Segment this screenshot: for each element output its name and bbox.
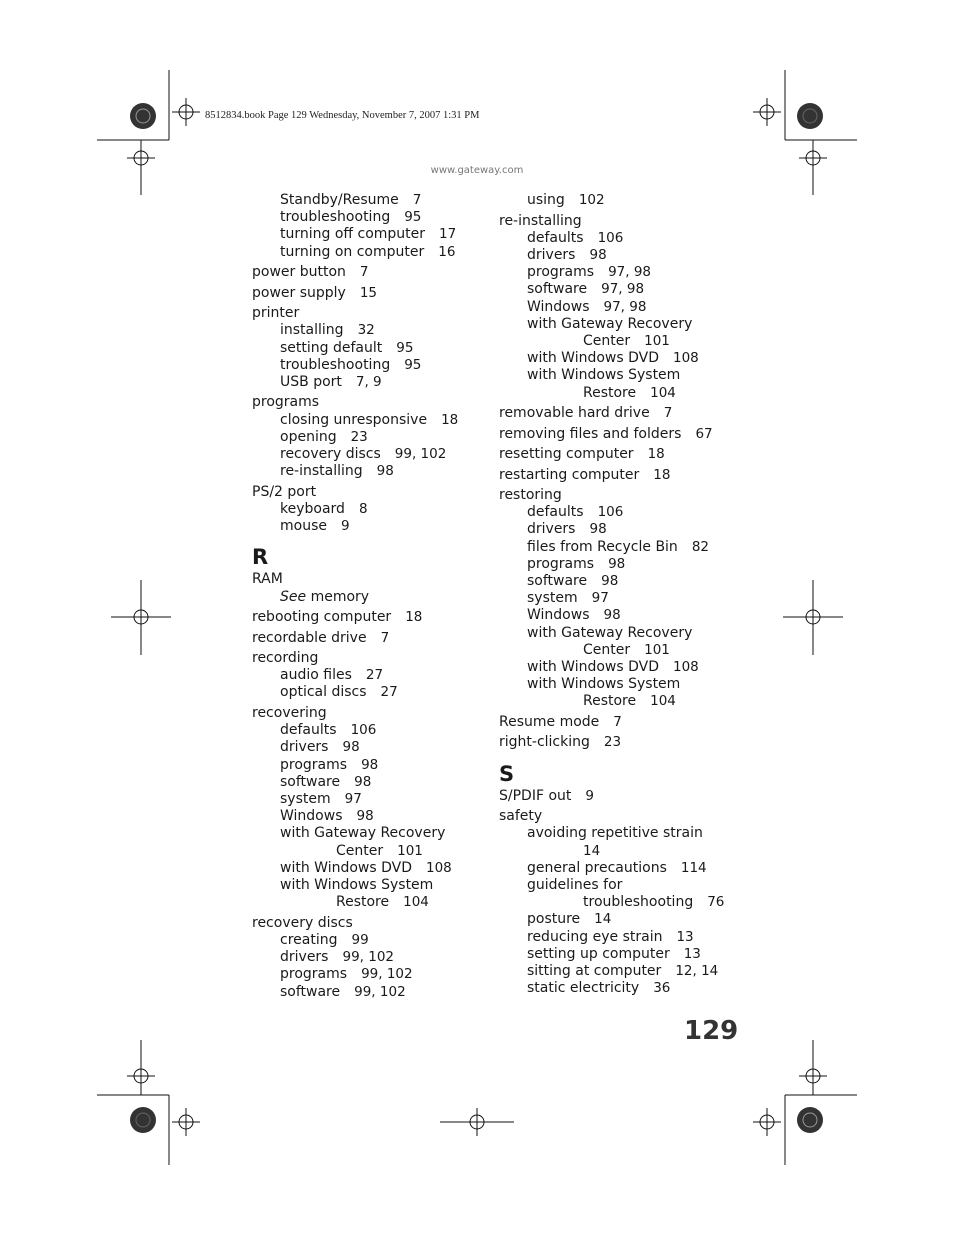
entry-page-numbers: 108: [426, 859, 452, 876]
entry-page-numbers: 106: [350, 722, 377, 739]
entry-page-numbers: 23: [603, 734, 622, 751]
index-entry: [252, 305, 492, 322]
index-subentry: [499, 590, 739, 607]
index-subentry: [252, 589, 492, 606]
entry-term: programs: [252, 394, 320, 411]
entry-term: keyboard: [280, 500, 345, 517]
entry-term: drivers: [527, 246, 576, 263]
entry-term: Restore: [583, 384, 637, 401]
index-subentry: [499, 659, 739, 676]
index-entry: [252, 571, 492, 588]
entry-term: Windows: [527, 607, 590, 624]
index-subentry: [252, 966, 492, 983]
entry-page-numbers: 7, 9: [355, 373, 382, 390]
entry-term: removing files and folders: [499, 425, 682, 442]
entry-term: avoiding repetitive strain: [527, 825, 703, 842]
entry-term: system: [527, 590, 578, 607]
entry-page-numbers: 108: [673, 350, 699, 367]
entry-term: troubleshooting: [280, 209, 391, 226]
entry-term: general precautions: [527, 859, 667, 876]
entry-term: with Gateway Recovery: [527, 315, 693, 332]
entry-page-numbers: 67: [695, 425, 713, 442]
index-subentry: [499, 192, 739, 209]
entry-term: Center: [583, 641, 631, 658]
entry-term: defaults: [527, 504, 584, 521]
entry-page-numbers: 9: [585, 787, 594, 804]
index-subentry: [252, 739, 492, 756]
index-subentry: [499, 911, 739, 928]
index-subentry: [252, 843, 492, 860]
entry-term: software: [527, 281, 588, 298]
index-entry: [499, 467, 739, 484]
entry-page-numbers: 97, 98: [603, 298, 647, 315]
entry-term: with Windows DVD: [280, 859, 412, 876]
entry-page-numbers: 13: [676, 928, 694, 945]
entry-page-numbers: 98: [342, 739, 360, 756]
index-entry: [499, 714, 739, 731]
entry-term: using: [527, 192, 565, 208]
index-subentry: [499, 230, 739, 247]
entry-term: with Gateway Recovery: [280, 825, 446, 842]
entry-term: with Gateway Recovery: [527, 624, 693, 641]
entry-term: drivers: [280, 739, 329, 756]
entry-page-numbers: 98: [603, 607, 621, 624]
index-entry: [499, 808, 739, 825]
entry-page-numbers: 98: [601, 573, 619, 590]
entry-term: troubleshooting: [280, 356, 391, 373]
entry-term: mouse: [280, 518, 327, 535]
entry-term: guidelines for: [527, 876, 623, 893]
index-subentry: [252, 322, 492, 339]
entry-term: removable hard drive: [499, 405, 650, 422]
entry-page-numbers: 104: [650, 693, 676, 710]
entry-term: opening: [280, 428, 337, 445]
entry-page-numbers: 14: [583, 842, 601, 859]
entry-page-numbers: 99, 102: [361, 966, 413, 983]
index-entry: [499, 734, 739, 751]
index-subentry: [252, 757, 492, 774]
index-subentry: [252, 808, 492, 825]
index-entry: [499, 788, 739, 805]
index-entry: [252, 264, 492, 281]
index-subentry: [499, 521, 739, 538]
index-subentry: [499, 963, 739, 980]
entry-term: software: [527, 573, 588, 590]
entry-page-numbers: 95: [404, 356, 422, 373]
entry-term: software: [280, 773, 341, 790]
entry-term: RAM: [252, 571, 283, 588]
entry-term: power button: [252, 264, 346, 281]
entry-page-numbers: 101: [644, 641, 670, 658]
entry-term: static electricity: [527, 980, 640, 997]
entry-term: PS/2 port: [252, 483, 317, 500]
entry-term: recording: [252, 650, 319, 667]
entry-page-numbers: 16: [438, 243, 456, 260]
entry-term: re-installing: [280, 463, 363, 480]
index-subentry: [499, 894, 739, 911]
index-subentry: [252, 463, 492, 480]
entry-page-numbers: 23: [350, 428, 368, 445]
entry-page-numbers: 18: [647, 446, 665, 463]
entry-page-numbers: 114: [680, 859, 707, 876]
index-subentry: [252, 209, 492, 226]
index-entry: [499, 487, 739, 504]
entry-page-numbers: 27: [365, 667, 384, 684]
entry-page-numbers: 8: [358, 500, 368, 517]
index-subentry: [499, 980, 739, 997]
index-entry: [252, 650, 492, 667]
entry-term: with Windows System: [280, 876, 434, 893]
index-entry: [499, 426, 739, 443]
entry-term: Windows: [527, 298, 590, 315]
page-number: 129: [684, 1016, 739, 1046]
entry-term: with Windows DVD: [527, 350, 659, 367]
index-subentry: [252, 429, 492, 446]
section-letter: S: [499, 761, 515, 786]
entry-page-numbers: 27: [380, 684, 398, 701]
index-entry: [252, 630, 492, 647]
index-subentry: [252, 667, 492, 684]
entry-term: troubleshooting: [583, 894, 694, 911]
section-letter: R: [252, 545, 269, 570]
index-entry: [252, 915, 492, 932]
entry-term: printer: [252, 305, 300, 322]
see-reference: See: [280, 588, 307, 605]
entry-page-numbers: 102: [578, 192, 605, 208]
entry-term: USB port: [280, 373, 342, 390]
index-subentry: [499, 642, 739, 659]
entry-term: installing: [280, 322, 344, 339]
entry-term: rebooting computer: [252, 609, 392, 626]
entry-term: recovery discs: [280, 446, 381, 463]
index-subentry: [252, 446, 492, 463]
entry-term: re-installing: [499, 212, 582, 229]
entry-page-numbers: 104: [403, 894, 429, 911]
entry-term: with Windows System: [527, 367, 681, 384]
entry-term: restarting computer: [499, 466, 640, 483]
index-entry: [252, 705, 492, 722]
entry-term: programs: [527, 555, 595, 572]
entry-page-numbers: 95: [404, 209, 422, 226]
index-subentry: [252, 722, 492, 739]
entry-page-numbers: 106: [597, 229, 624, 246]
index-subentry: [499, 625, 739, 642]
site-url: www.gateway.com: [430, 165, 524, 176]
entry-term: Resume mode: [499, 713, 600, 730]
entry-term: system: [280, 790, 331, 807]
index-subentry: [252, 192, 492, 209]
entry-page-numbers: 99, 102: [342, 949, 395, 966]
entry-term: closing unresponsive: [280, 411, 428, 428]
entry-page-numbers: 98: [589, 521, 607, 538]
index-subentry: [499, 825, 739, 842]
entry-page-numbers: 97: [344, 790, 362, 807]
index-subentry: [499, 693, 739, 710]
index-subentry: [499, 607, 739, 624]
index-subentry: [499, 333, 739, 350]
entry-term: defaults: [527, 229, 584, 246]
entry-term: Center: [583, 332, 631, 349]
index-subentry: [499, 877, 739, 894]
entry-term: safety: [499, 808, 543, 825]
index-subentry: [499, 929, 739, 946]
index-subentry: [499, 350, 739, 367]
entry-term: with Windows DVD: [527, 659, 659, 676]
entry-term: reducing eye strain: [527, 928, 663, 945]
entry-page-numbers: 98: [376, 463, 394, 480]
index-entry: [252, 285, 492, 302]
index-subentry: [252, 518, 492, 535]
entry-page-numbers: 12, 14: [675, 963, 719, 979]
index-subentry: [252, 684, 492, 701]
index-subentry: [252, 984, 492, 1001]
index-subentry: [252, 949, 492, 966]
entry-page-numbers: 7: [359, 264, 369, 281]
index-subentry: [499, 316, 739, 333]
entry-term: drivers: [280, 949, 329, 966]
entry-term: creating: [280, 931, 338, 948]
index-subentry: [499, 299, 739, 316]
entry-page-numbers: 15: [359, 284, 378, 301]
entry-page-numbers: 18: [653, 466, 671, 483]
index-subentry: [252, 877, 492, 894]
entry-page-numbers: 104: [650, 384, 676, 401]
index-subentry: [499, 556, 739, 573]
entry-term: resetting computer: [499, 446, 634, 463]
entry-term: defaults: [280, 722, 337, 739]
entry-page-numbers: 7: [380, 629, 390, 646]
index-subentry: [252, 825, 492, 842]
index-subentry: [252, 374, 492, 391]
entry-term: programs: [527, 264, 595, 281]
entry-term: setting up computer: [527, 945, 670, 962]
entry-term: memory: [310, 588, 370, 605]
entry-page-numbers: 99: [351, 931, 369, 948]
index-subentry: [252, 932, 492, 949]
entry-page-numbers: 76: [707, 894, 725, 911]
index-subentry: [499, 385, 739, 402]
index-subentry: [252, 774, 492, 791]
entry-term: restoring: [499, 487, 562, 504]
entry-term: recovery discs: [252, 914, 353, 931]
index-entry: [252, 609, 492, 626]
entry-page-numbers: 97, 98: [601, 281, 645, 298]
entry-page-numbers: 36: [653, 980, 671, 997]
index-subentry: [499, 281, 739, 298]
entry-term: posture: [527, 911, 581, 928]
entry-term: Restore: [336, 894, 390, 911]
index-subentry: [499, 247, 739, 264]
index-subentry: [499, 367, 739, 384]
index-subentry: [499, 843, 739, 860]
entry-term: Restore: [583, 693, 637, 710]
entry-term: recordable drive: [252, 629, 367, 646]
index-subentry: [252, 226, 492, 243]
index-subentry: [252, 412, 492, 429]
entry-page-numbers: 99, 102: [394, 446, 447, 463]
index-subentry: [499, 676, 739, 693]
entry-term: recovering: [252, 704, 327, 721]
entry-page-numbers: 108: [673, 659, 699, 676]
entry-page-numbers: 97, 98: [608, 264, 652, 281]
entry-page-numbers: 7: [412, 192, 422, 208]
entry-page-numbers: 98: [354, 773, 372, 790]
entry-page-numbers: 98: [356, 808, 374, 825]
index-subentry: [252, 244, 492, 261]
print-info-header: 8512834.book Page 129 Wednesday, November 7, 2007 1:31 PM: [205, 110, 480, 121]
entry-term: Center: [336, 842, 384, 859]
entry-page-numbers: 101: [397, 842, 423, 859]
entry-term: power supply: [252, 284, 346, 301]
entry-term: with Windows System: [527, 676, 681, 693]
index-subentry: [499, 573, 739, 590]
index-entry: [499, 446, 739, 463]
entry-page-numbers: 98: [361, 756, 379, 773]
index-entry: [252, 394, 492, 411]
entry-term: drivers: [527, 521, 576, 538]
entry-term: right-clicking: [499, 734, 590, 751]
entry-term: software: [280, 983, 341, 1000]
index-subentry: [499, 539, 739, 556]
entry-page-numbers: 106: [597, 504, 624, 521]
index-subentry: [252, 357, 492, 374]
entry-term: turning on computer: [280, 243, 425, 260]
entry-page-numbers: 97: [591, 590, 609, 607]
index-subentry: [252, 860, 492, 877]
entry-page-numbers: 7: [613, 713, 622, 730]
entry-term: programs: [280, 756, 348, 773]
entry-page-numbers: 99, 102: [354, 983, 406, 1000]
entry-page-numbers: 98: [589, 246, 607, 263]
index-subentry: [252, 501, 492, 518]
entry-term: turning off computer: [280, 226, 426, 243]
entry-page-numbers: 14: [594, 911, 612, 928]
index-column-right: [499, 192, 739, 997]
entry-page-numbers: 13: [683, 945, 701, 962]
entry-term: setting default: [280, 339, 383, 356]
index-column-left: [252, 192, 492, 1001]
index-subentry: [252, 791, 492, 808]
index-entry: [252, 484, 492, 501]
entry-page-numbers: 32: [357, 322, 375, 339]
entry-term: Windows: [280, 808, 343, 825]
entry-term: optical discs: [280, 684, 367, 701]
entry-term: S/PDIF out: [499, 787, 572, 804]
index-subentry: [499, 264, 739, 281]
entry-term: sitting at computer: [527, 963, 662, 979]
index-subentry: [252, 340, 492, 357]
entry-page-numbers: 18: [441, 411, 459, 428]
entry-term: Standby/Resume: [280, 192, 399, 208]
index-entry: [499, 213, 739, 230]
entry-term: audio files: [280, 667, 352, 684]
entry-page-numbers: 18: [405, 609, 423, 626]
entry-term: files from Recycle Bin: [527, 538, 678, 555]
entry-term: programs: [280, 966, 348, 983]
entry-page-numbers: 95: [396, 339, 414, 356]
index-subentry: [499, 946, 739, 963]
index-subentry: [252, 894, 492, 911]
index-subentry: [499, 504, 739, 521]
index-entry: [499, 405, 739, 422]
entry-page-numbers: 98: [608, 555, 626, 572]
entry-page-numbers: 17: [439, 226, 457, 243]
entry-page-numbers: 101: [644, 332, 670, 349]
index-subentry: [499, 860, 739, 877]
entry-page-numbers: 7: [663, 405, 673, 422]
entry-page-numbers: 9: [340, 518, 350, 535]
entry-page-numbers: 82: [691, 538, 709, 555]
